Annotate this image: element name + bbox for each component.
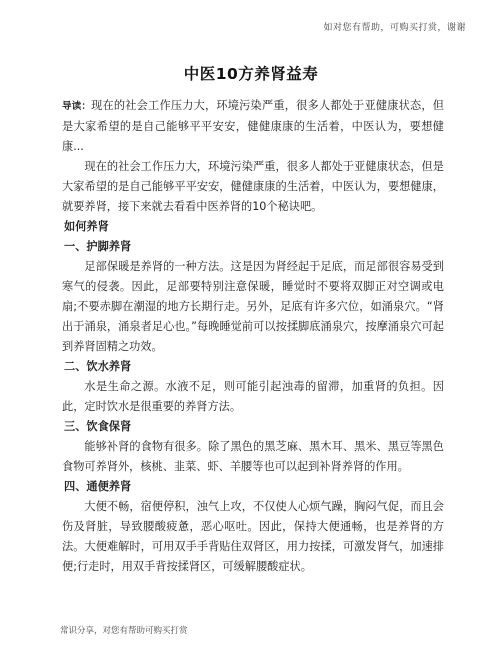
intro-text: 现在的社会工作压力大，环境污染严重，很多人都处于亚健康状态，但是大家希望的是自己能够平平安安，健健康康的生活着，中医认为，要想健康...: [62, 99, 444, 153]
footer-note: 常识分享，对您有帮助可购买打赏: [60, 626, 188, 636]
intro-paragraph: [62, 96, 444, 157]
body-paragraph-1: 现在的社会工作压力大，环境污染严重，很多人都处于亚健康状态，但是大家希望的是自己能够平平安安，健健康康的生活着，中医认为，要想健康，就要养肾，接下来就去看看中医养肾的10个秘诀吧。: [62, 160, 444, 213]
section-heading-2: 二、饮水养肾: [64, 360, 132, 373]
section-text-4: 大便不畅，宿便停积，浊气上攻，不仅使人心烦气躁，胸闷气促，而且会伤及肾脏，导致腰酸疲惫，恶心呕吐。因此，保持大便通畅，也是养肾的方法。大便难解时，可用双手手背贴住双肾区，用力按揉，可激发肾气，加速排便;行走时，用双手背按揉肾区，可缓解腰酸症状。: [62, 500, 444, 573]
section-heading-4: 四、通便养肾: [64, 480, 132, 493]
document-body: [62, 96, 444, 577]
section-heading-1: 一、护脚养肾: [64, 240, 132, 253]
section-text-3: 能够补肾的食物有很多。除了黑色的黑芝麻、黑木耳、黑米、黑豆等黑色食物可养肾外，核桃、韭菜、虾、羊腰等也可以起到补肾养肾的作用。: [62, 440, 444, 473]
section-heading-how: 如何养肾: [64, 220, 109, 233]
page-title: 中医10方养肾益寿: [183, 65, 319, 83]
section-text-1: 足部保暖是养肾的一种方法。这是因为肾经起于足底，而足部很容易受到寒气的侵袭。因此，足部要特别注意保暖，睡觉时不要将双脚正对空调或电扇;不要赤脚在潮湿的地方长期行走。另外，足底有许多穴位，如涌泉穴。“肾出于涌泉，涌泉者足心也。”每晚睡觉前可以按揉脚底涌泉穴，按摩涌泉穴可起到养肾固精之功效。: [62, 260, 444, 353]
section-heading-3: 三、饮食保肾: [64, 420, 132, 433]
intro-lead: 导读：: [62, 101, 92, 112]
section-text-2: 水是生命之源。水液不足，则可能引起浊毒的留滞，加重肾的负担。因此，定时饮水是很重要的养肾方法。: [62, 380, 444, 413]
header-note: 如对您有帮助，可购买打赏，谢谢: [323, 23, 466, 33]
